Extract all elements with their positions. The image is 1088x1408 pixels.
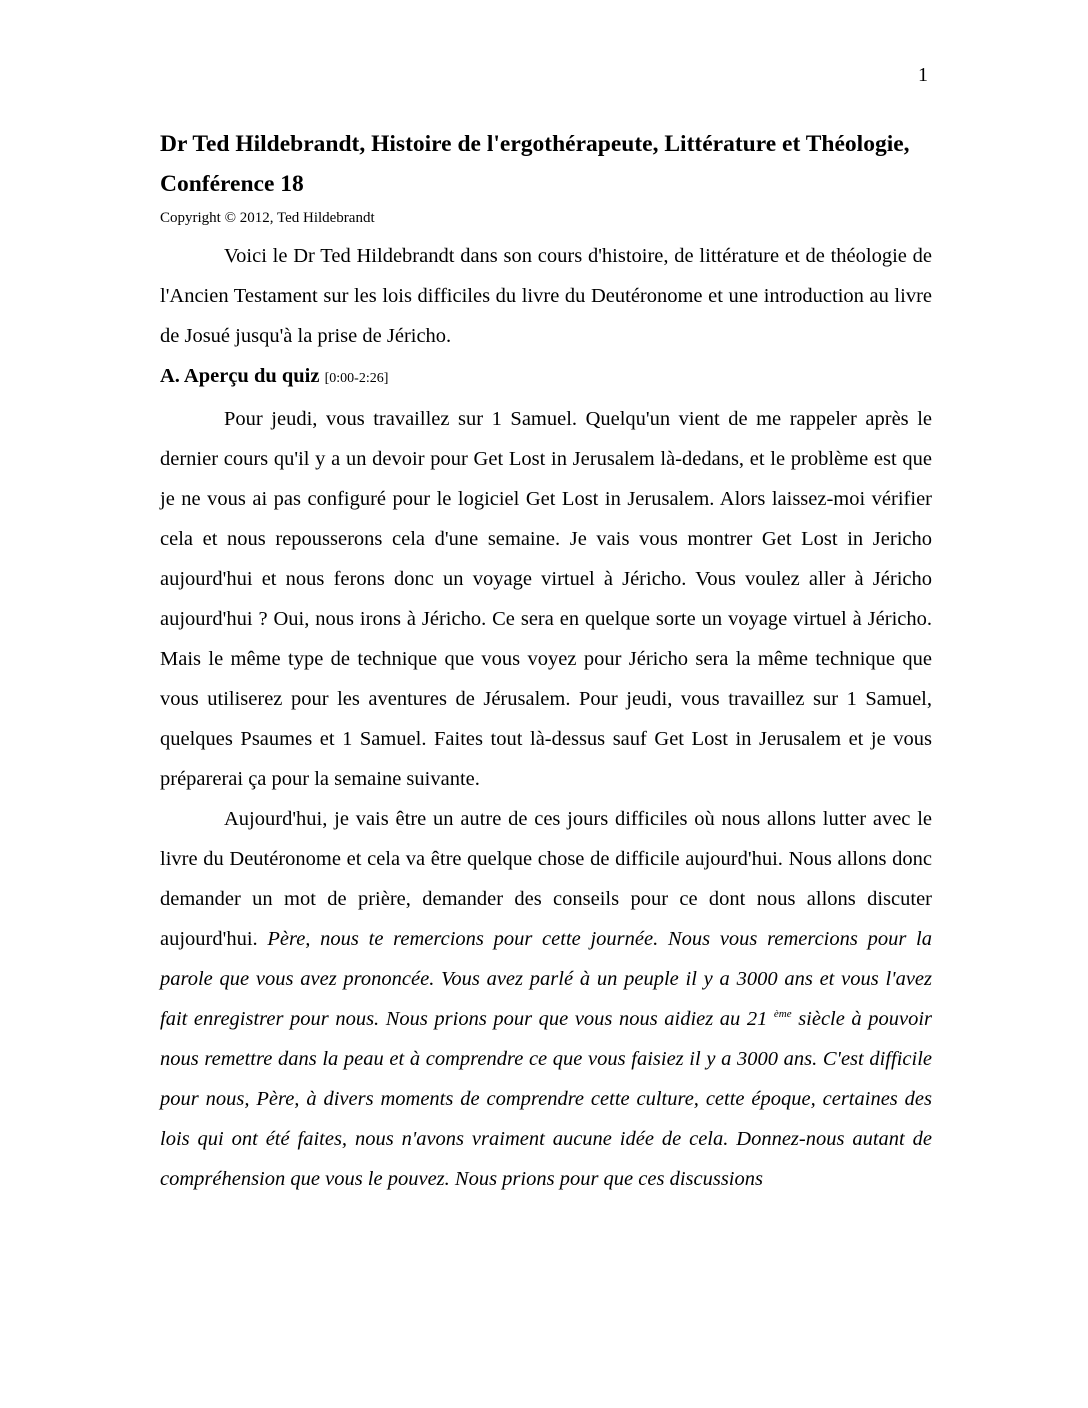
prayer-text-start: Père, nous te remercions pour cette journée. Nous vous remercions pour la parole que vous avez prononcée. Vous avez parlé à un peuple il y a 3000 ans et vous l'avez fait enregistrer pour nous. Nous prions pour que vous nous aidiez au 21	[160, 928, 932, 1030]
prayer-text	[160, 928, 932, 1190]
section-heading-timestamp: [0:00-2:26]	[324, 371, 389, 386]
copyright-notice: Copyright © 2012, Ted Hildebrandt	[160, 210, 375, 226]
intro-paragraph: Voici le Dr Ted Hildebrandt dans son cours d'histoire, de littérature et de théologie de l'Ancien Testament sur les lois difficiles du livre du Deutéronome et une introduction au livre de Josué jusqu'à la prise de Jéricho.	[160, 245, 932, 347]
ordinal-superscript: ème	[773, 1008, 792, 1021]
body-paragraph-2	[160, 799, 932, 1199]
document-title: Dr Ted Hildebrandt, Histoire de l'ergothérapeute, Littérature et Théologie, Conférence 18	[160, 131, 910, 197]
section-heading	[160, 356, 932, 399]
document-body	[160, 124, 932, 1199]
body-paragraph-1: Pour jeudi, vous travaillez sur 1 Samuel. Quelqu'un vient de me rappeler après le dernier cours qu'il y a un devoir pour Get Lost in Jerusalem là-dedans, et le problème est que je ne vous ai pas configuré pour le logiciel Get Lost in Jerusalem. Alors laissez-moi vérifier cela et nous repousserons cela d'une semaine. Je vais vous montrer Get Lost in Jericho aujourd'hui et nous ferons donc un voyage virtuel à Jéricho. Vous voulez aller à Jéricho aujourd'hui ? Oui, nous irons à Jéricho. Ce sera en quelque sorte un voyage virtuel à Jéricho. Mais le même type de technique que vous voyez pour Jéricho sera la même technique que vous utiliserez pour les aventures de Jérusalem. Pour jeudi, vous travaillez sur 1 Samuel, quelques Psaumes et 1 Samuel. Faites tout là-dessus sauf Get Lost in Jerusalem et je vous préparerai ça pour la semaine suivante.	[160, 408, 932, 790]
page-number: 1	[918, 64, 928, 86]
prayer-text-end: siècle à pouvoir nous remettre dans la peau et à comprendre ce que vous faisiez il y a 3000 ans. C'est difficile pour nous, Père, à divers moments de comprendre cette culture, cette époque, certaines des lois qui ont été faites, nous n'avons vraiment aucune idée de cela. Donnez-nous autant de compréhension que vous le pouvez. Nous prions pour que ces discussions	[160, 1008, 932, 1190]
section-heading-label: A. Aperçu du quiz	[160, 365, 320, 387]
paragraph-2-text: Aujourd'hui, je vais être un autre de ces jours difficiles où nous allons lutter avec le livre du Deutéronome et cela va être quelque chose de difficile aujourd'hui. Nous allons donc demander un mot de prière, demander des conseils pour ce dont nous allons discuter aujourd'hui.	[160, 808, 932, 950]
